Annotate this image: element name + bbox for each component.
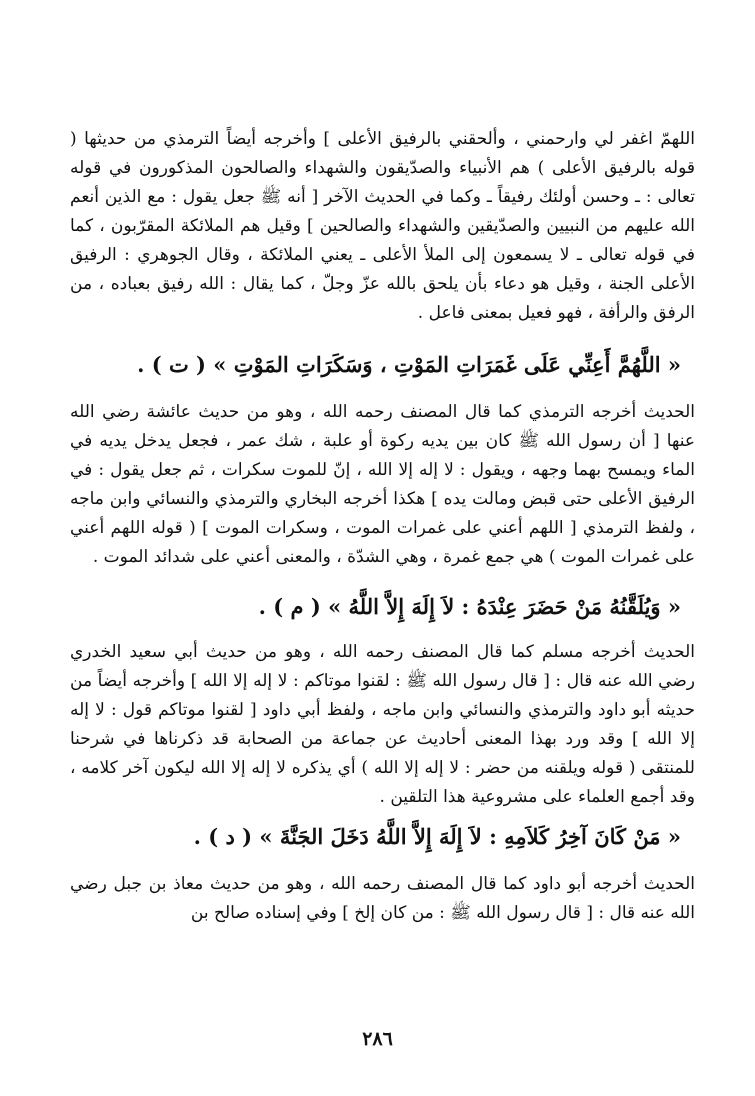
commentary-paragraph: الحديث أخرجه الترمذي كما قال المصنف رحمه الله ، وهو من حديث عائشة رضي الله عنها [ أن رسول الله ﷺ كان بين يديه ركوة أو علبة ، شك عمر ، فجعل يدخل يديه في الماء ويمسح بهما وجهه ، ويقول : لا إله إلا الله ، إنّ للموت سكرات ، ثم جعل يقول : في الرفيق الأعلى حتى قبض ومالت يده ] هكذا أخرجه البخاري والترمذي والنسائي وابن ماجه ، ولفظ الترمذي [ اللهم أعني على غمرات الموت ، وسكرات الموت ] ( قوله اللهم أعني على غمرات الموت ) هي جمع غمرة ، وهي الشدّة ، والمعنى أعني على شدائد الموت . [70,402,695,567]
hadith-heading: « وَيُلَقَّنُهُ مَنْ حَضَرَ عِنْدَهُ : لاَ إِلَهَ إِلاَّ اللَّهُ » ( م ) . [258,594,681,619]
commentary-paragraph: اللهمّ اغفر لي وارحمني ، وألحقني بالرفيق الأعلى ] وأخرجه أيضاً الترمذي من حديثها ( قوله بالرفيق الأعلى ) هم الأنبياء والصدّيقون والشهداء والصالحون المذكورون في قوله تعالى : ـ وحسن أولئك رفيقاً ـ وكما في الحديث الآخر [ أنه ﷺ جعل يقول : مع الذين أنعم الله عليهم من النبيين والصدّيقين والشهداء والصالحين ] وقيل هم الملائكة المقرّبون ، كما في قوله تعالى ـ لا يسمعون إلى الملأ الأعلى ـ يعني الملائكة ، وقال الجوهري : الرفيق الأعلى الجنة ، وقيل هو دعاء بأن يلحق بالله عزّ وجلّ ، كما يقال : الله رفيق بعباده ، من الرفق والرأفة ، فهو فعيل بمعنى فاعل . [70,129,695,323]
page-body [70,125,695,1056]
hadith-heading: « مَنْ كَانَ آخِرُ كَلاَمِهِ : لاَ إِلَهَ إِلاَّ اللَّهُ دَخَلَ الجَنَّةَ » ( د ) . [193,824,681,849]
hadith-heading: « اللَّهُمَّ أَعِنِّي عَلَى غَمَرَاتِ المَوْتِ ، وَسَكَرَاتِ المَوْتِ » ( ت ) . [137,352,681,377]
commentary-paragraph: الحديث أخرجه مسلم كما قال المصنف رحمه الله ، وهو من حديث أبي سعيد الخدري رضي الله عنه قال : [ قال رسول الله ﷺ : لقنوا موتاكم : لا إله إلا الله ] وأخرجه أيضاً من حديثه أبو داود والترمذي والنسائي وابن ماجه ، ولفظ أبي داود [ لقنوا موتاكم قول : لا إله إلا الله ] وقد ورد بهذا المعنى أحاديث عن جماعة من الصحابة قد ذكرناها في شرحنا للمنتقى ( قوله ويلقنه من حضر : لا إله إلا الله ) أي يذكره لا إله إلا الله ليكون آخر كلامه ، وقد أجمع العلماء على مشروعية هذا التلقين . [70,642,695,807]
commentary-paragraph: الحديث أخرجه أبو داود كما قال المصنف رحمه الله ، وهو من حديث معاذ بن جبل رضي الله عنه قال : [ قال رسول الله ﷺ : من كان إلخ ] وفي إسناده صالح بن [70,874,695,923]
page-number: ٢٨٦ [362,1028,393,1050]
